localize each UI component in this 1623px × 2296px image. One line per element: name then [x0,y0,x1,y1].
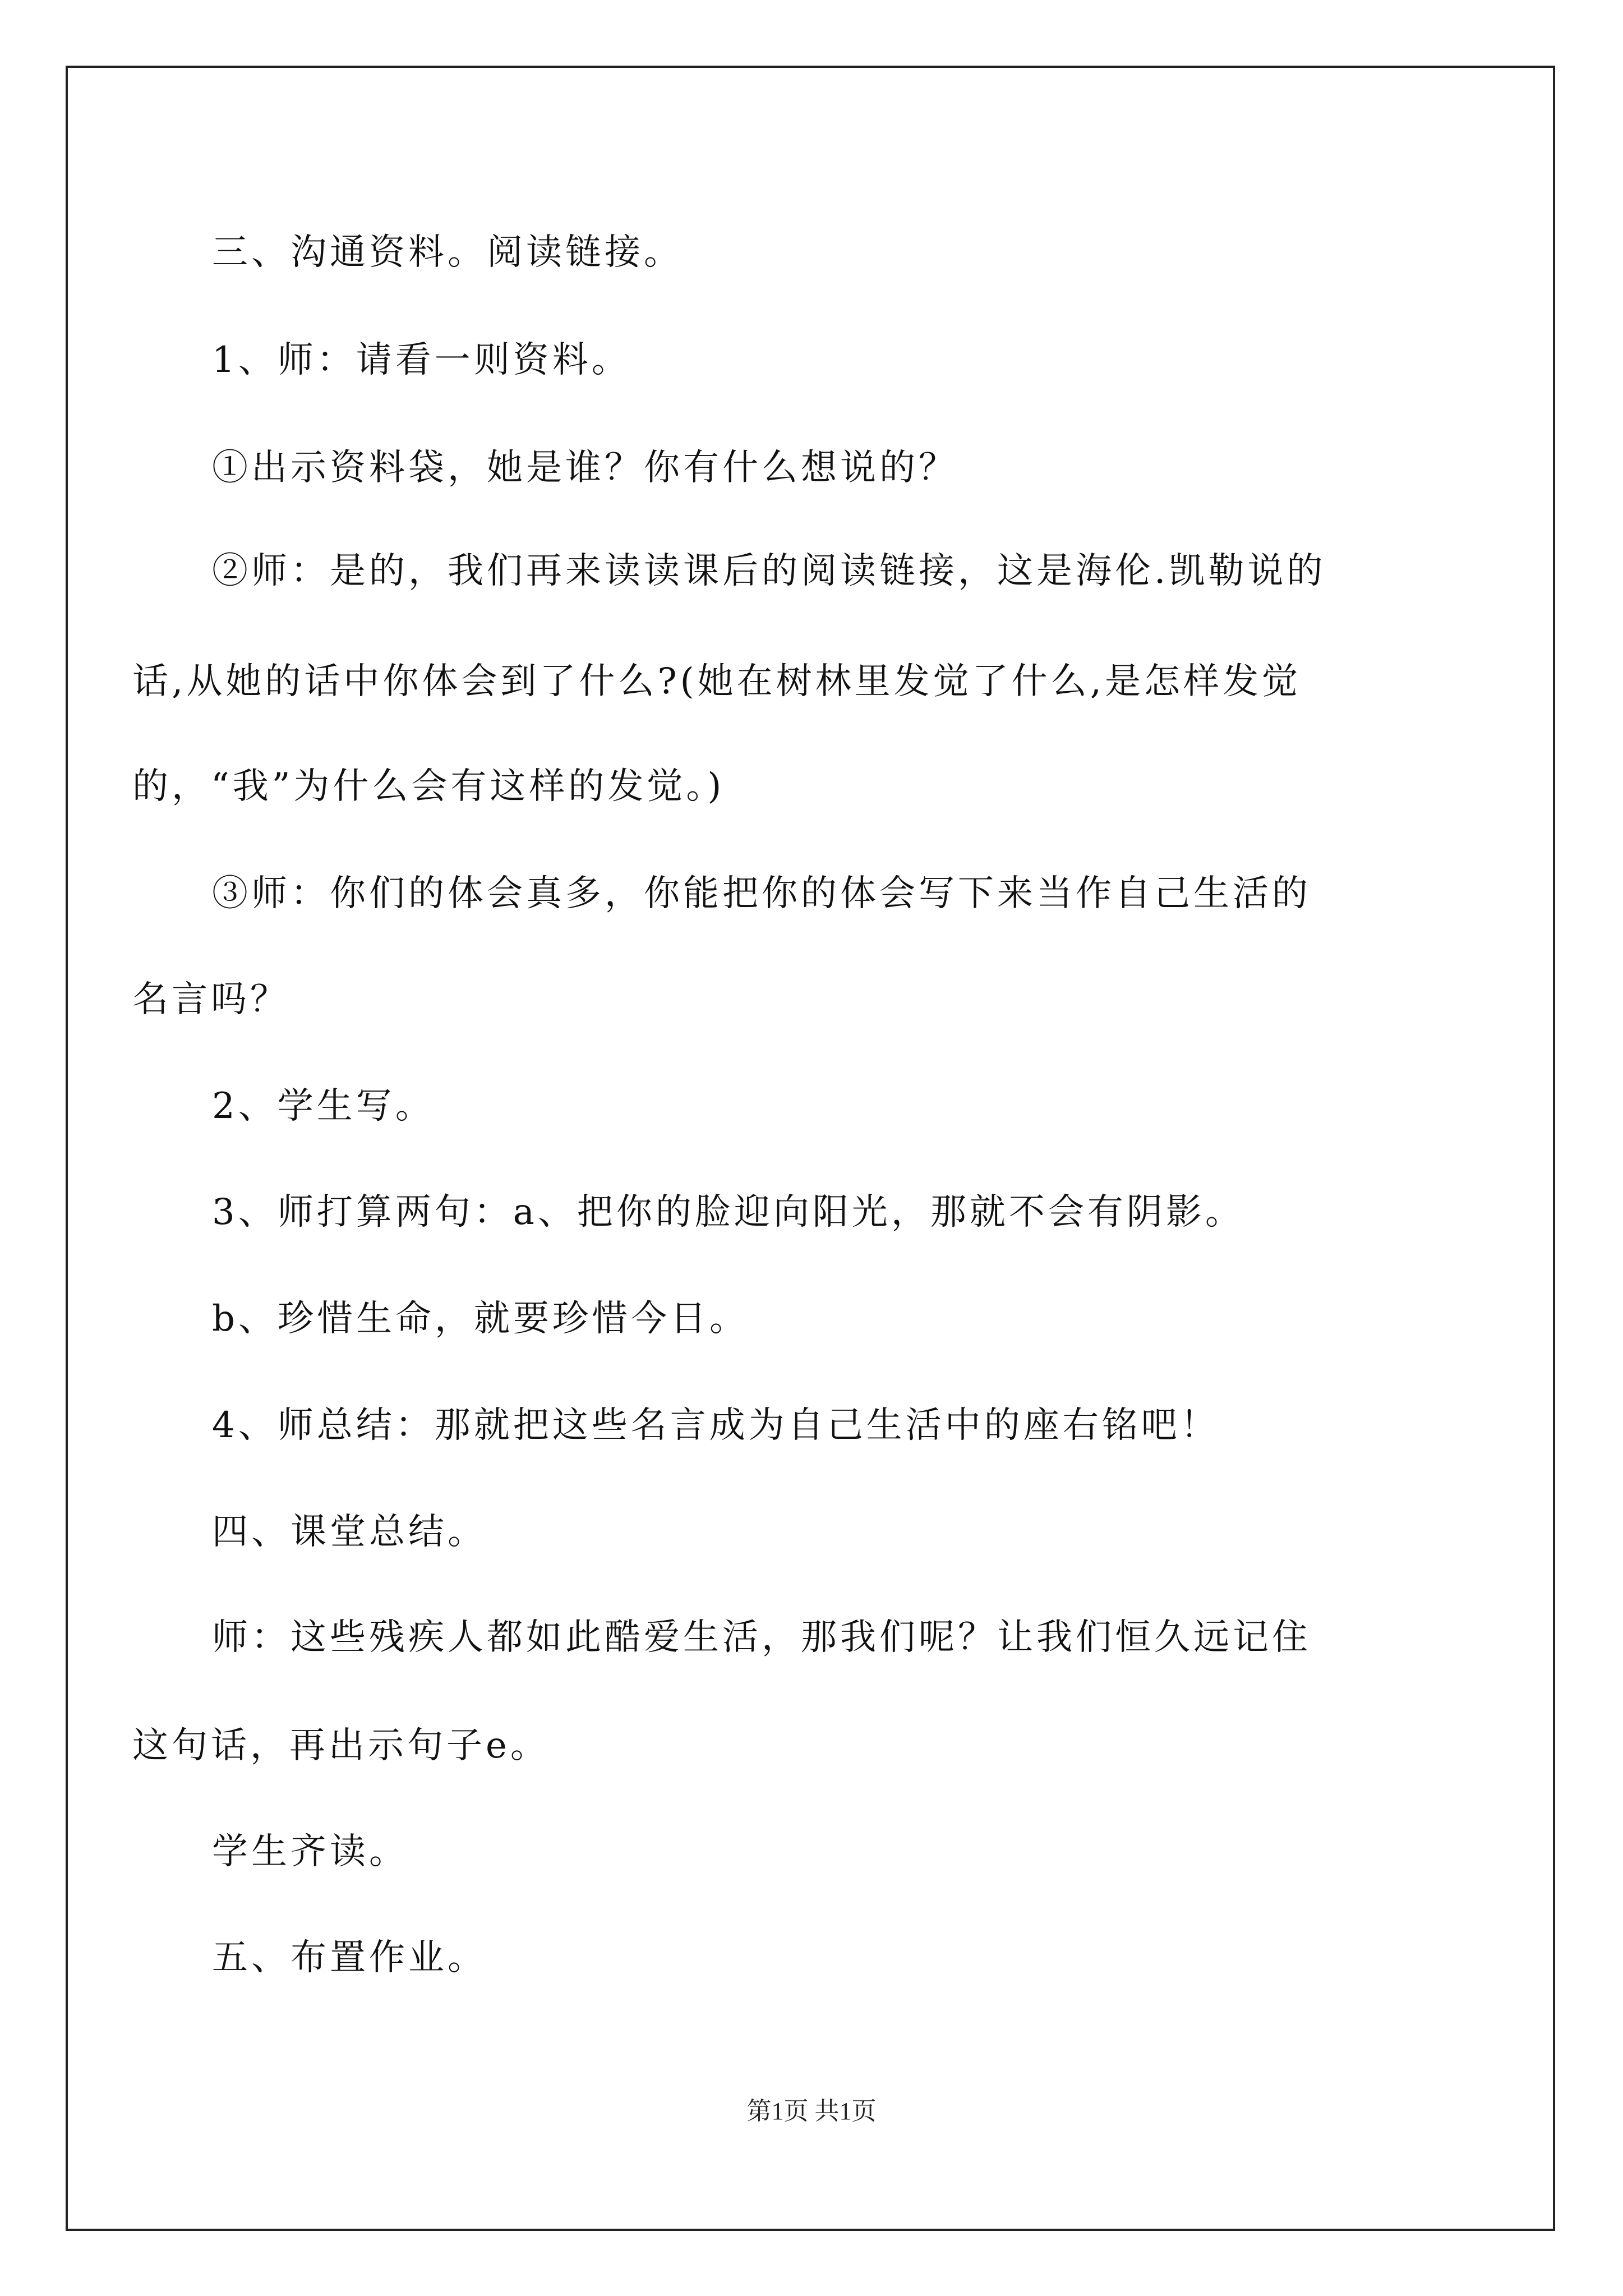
paragraph-line: 师：这些残疾人都如此酷爱生活，那我们呢？让我们恒久远记住 [212,1617,1311,1658]
page-footer: 第1页 共1页 [746,2097,877,2125]
paragraph-line: 的，“我”为什么会有这样的发觉。) [132,766,725,807]
paragraph-line: 学生齐读。 [212,1831,408,1872]
section-heading-4: 四、课堂总结。 [212,1511,487,1553]
paragraph-line: 话,从她的话中你体会到了什么?(她在树林里发觉了什么,是怎样发觉 [132,661,1301,702]
section-heading-5: 五、布置作业。 [212,1937,487,1978]
paragraph-line: 3、师打算两句：a、把你的脸迎向阳光，那就不会有阴影。 [212,1191,1244,1233]
paragraph-line: 2、学生写。 [212,1085,435,1127]
paragraph-line: ②师：是的，我们再来读读课后的阅读链接，这是海伦.凯勒说的 [212,550,1326,592]
paragraph-line: b、珍惜生命，就要珍惜今日。 [212,1298,749,1340]
paragraph-line: ①出示资料袋，她是谁？你有什么想说的？ [212,447,958,489]
section-heading-3: 三、沟通资料。阅读链接。 [212,232,683,273]
paragraph-line: 1、师：请看一则资料。 [212,339,631,381]
paragraph-line: ③师：你们的体会真多，你能把你的体会写下来当作自己生活的 [212,873,1311,914]
paragraph-line: 名言吗？ [132,979,289,1020]
paragraph-line: 这句话，再出示句子e。 [132,1725,550,1766]
paragraph-line: 4、师总结：那就把这些名言成为自己生活中的座右铭吧！ [212,1405,1220,1446]
page-border [66,66,1555,2231]
